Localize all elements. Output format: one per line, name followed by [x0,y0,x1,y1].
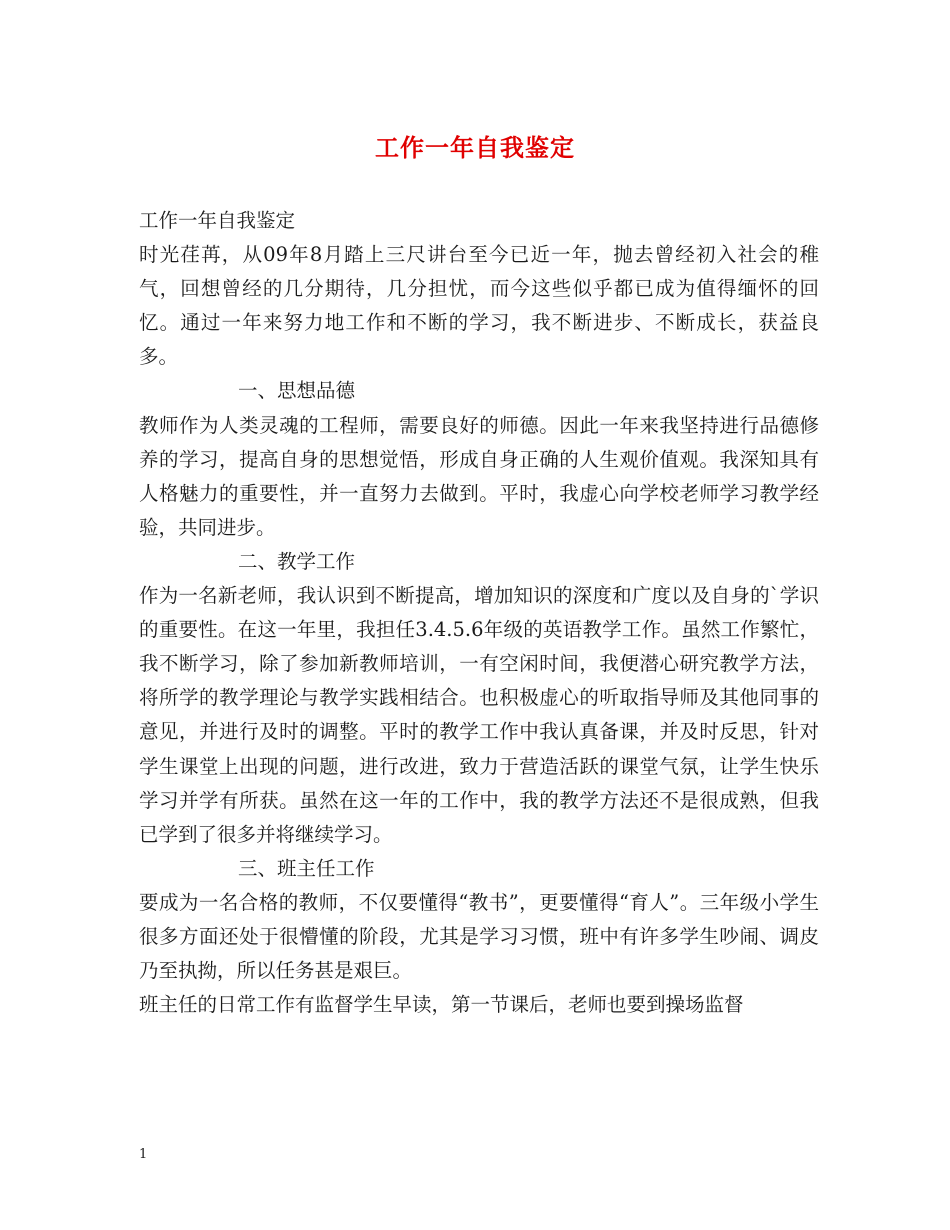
section-heading-ideology: 一、思想品德 [238,379,356,403]
body-paragraph: 工作一年自我鉴定 [139,209,296,232]
section-heading-class-teacher: 三、班主任工作 [238,856,375,880]
body-paragraph: 作为一名新老师，我认识到不断提高，增加知识的深度和广度以及自身的`学识的重要性。在这一年里，我担任3.4.5.6年级的英语教学工作。虽然工作繁忙，我不断学习，除了参加新教师培训，一有空闲时间，我便潜心研究教学方法，将所学的教学理论与教学实践相结合。也积极虚心的听取指导师及其他同事的意见，并进行及时的调整。平时的教学工作中我认真备课，并及时反思，针对学生课堂上出现的问题，进行改进，致力于营造活跃的课堂气氛，让学生快乐学习并学有所获。虽然在这一年的工作中，我的教学方法还不是很成熟，但我已学到了很多并将继续学习。 [139,584,819,846]
body-paragraph: 班主任的日常工作有监督学生早读，第一节课后，老师也要到操场监督 [139,993,744,1017]
page-number: 1 [139,1147,148,1162]
section-heading-teaching: 二、教学工作 [238,549,356,573]
document-body [139,204,819,1022]
body-paragraph: 要成为一名合格的教师，不仅要懂得“教书”，更要懂得“育人”。三年级小学生很多方面还处于很懵懂的阶段，尤其是学习习惯，班中有许多学生吵闹、调皮乃至执拗，所以任务甚是艰巨。 [139,890,819,983]
body-paragraph: 教师作为人类灵魂的工程师，需要良好的师德。因此一年来我坚持进行品德修养的学习，提高自身的思想觉悟，形成自身正确的人生观价值观。我深知具有人格魅力的重要性，并一直努力去做到。平时，我虚心向学校老师学习教学经验，共同进步。 [139,413,819,539]
body-paragraph: 时光荏苒，从09年8月踏上三尺讲台至今已近一年，抛去曾经初入社会的稚气，回想曾经的几分期待，几分担忧，而今这些似乎都已成为值得缅怀的回忆。通过一年来努力地工作和不断的学习，我不断进步、不断成长，获益良多。 [139,243,819,369]
document-title: 工作一年自我鉴定 [375,133,575,162]
